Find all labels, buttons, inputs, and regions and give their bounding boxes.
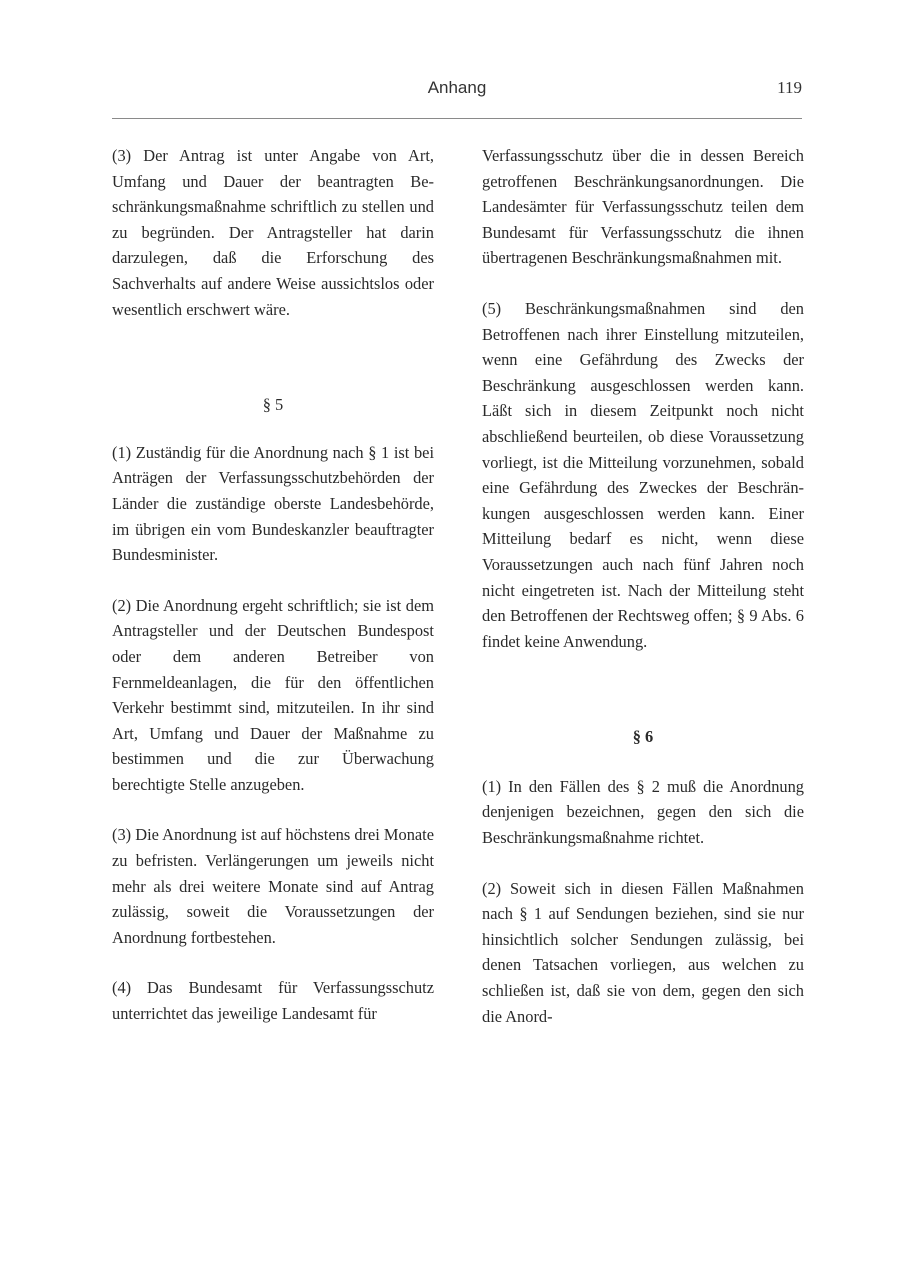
section-5-heading: § 5 (262, 395, 284, 415)
right-column (482, 143, 804, 1029)
paragraph-mitteilung: (5) Beschränkungsmaßnahmen sind den Betroffenen nach ihrer Einstellung mitzuteilen, wenn eine Gefährdung des Zwecks der Beschränkung ausgeschlossen werden kann. Läßt sich in diesem Zeitpunkt noch nicht abschließend beurteilen, ob diese Voraussetzung vorliegt, ist die Mitteilung vorzunehmen, sobald eine Gefährdung des Zweckes der Beschränkungen ausgeschlossen werden kann. Einer Mitteilung bedarf es nicht, wenn diese Voraussetzungen auch nach fünf Jahren noch nicht eingetreten ist. Nach der Mitteilung steht den Betroffenen der Rechtsweg offen; § 9 Abs. 6 findet keine Anwendung. (482, 298, 804, 651)
section-6-heading: § 6 (632, 727, 654, 747)
running-header-title: Anhang (427, 78, 487, 97)
paragraph-faelle: (1) In den Fällen des § 2 muß die Anordnung denjenigen bezeichnen, gegen den sich die Beschränkungsmaßnahme richtet. (482, 776, 804, 848)
paragraph-befristung: (3) Die Anordnung ist auf höchstens drei Monate zu befristen. Verlängerungen um jeweils nicht mehr als drei weitere Monate sind auf Antrag zulässig, soweit die Voraussetzungen der Anordnung fortbestehen. (112, 825, 434, 947)
paragraph-continuation: Verfassungsschutz über die in dessen Bereich getroffenen Beschränkungsanordnungen. Die Landesämter für Verfassungsschutz teilen dem Bundesamt für Verfassungsschutz die ihnen übertragenen Beschränkungsmaßnahmen mit. (482, 146, 804, 268)
paragraph-bundesamt: (4) Das Bundesamt für Verfassungsschutz unterrichtet das jeweilige Landesamt für (112, 978, 434, 1024)
paragraph-antrag: (3) Der Antrag ist unter Angabe von Art, Umfang und Dauer der beantragten Beschränkungsmaßnahme schriftlich zu stellen und zu begründen. Der Antragsteller hat darin darzulegen, daß die Erforschung des Sachverhalts auf andere Weise aussichtslos oder wesentlich erschwert wäre. (112, 146, 434, 319)
left-column (112, 143, 434, 1027)
paragraph-anordnung-schriftlich: (2) Die Anordnung ergeht schriftlich; sie ist dem Antragsteller und der Deutschen Bundespost oder dem anderen Betreiber von Fernmeldeanlagen, die für den öffentlichen Verkehr bestimmt sind, mitzuteilen. In ihr sind Art, Umfang und Dauer der Maßnahme zu bestimmen und die zur Überwachung berechtigte Stelle anzugeben. (112, 595, 434, 794)
paragraph-zustaendigkeit: (1) Zuständig für die Anordnung nach § 1 ist bei Anträgen der Verfassungsschutzbehörden der Länder die zuständige oberste Landesbehörde, im übrigen ein vom Bundeskanzler beauftragter Bundesminister. (112, 442, 434, 565)
page-number: 119 (777, 78, 802, 97)
paragraph-sendungen: (2) Soweit sich in diesen Fällen Maßnahmen nach § 1 auf Sendungen beziehen, sind sie nur hinsichtlich solcher Sendungen zulässig, bei denen Tatsachen vorliegen, aus welchen zu schließen ist, daß sie von dem, gegen den sich die Anord- (482, 878, 804, 1026)
header-divider (112, 118, 802, 119)
page-header (112, 78, 802, 108)
